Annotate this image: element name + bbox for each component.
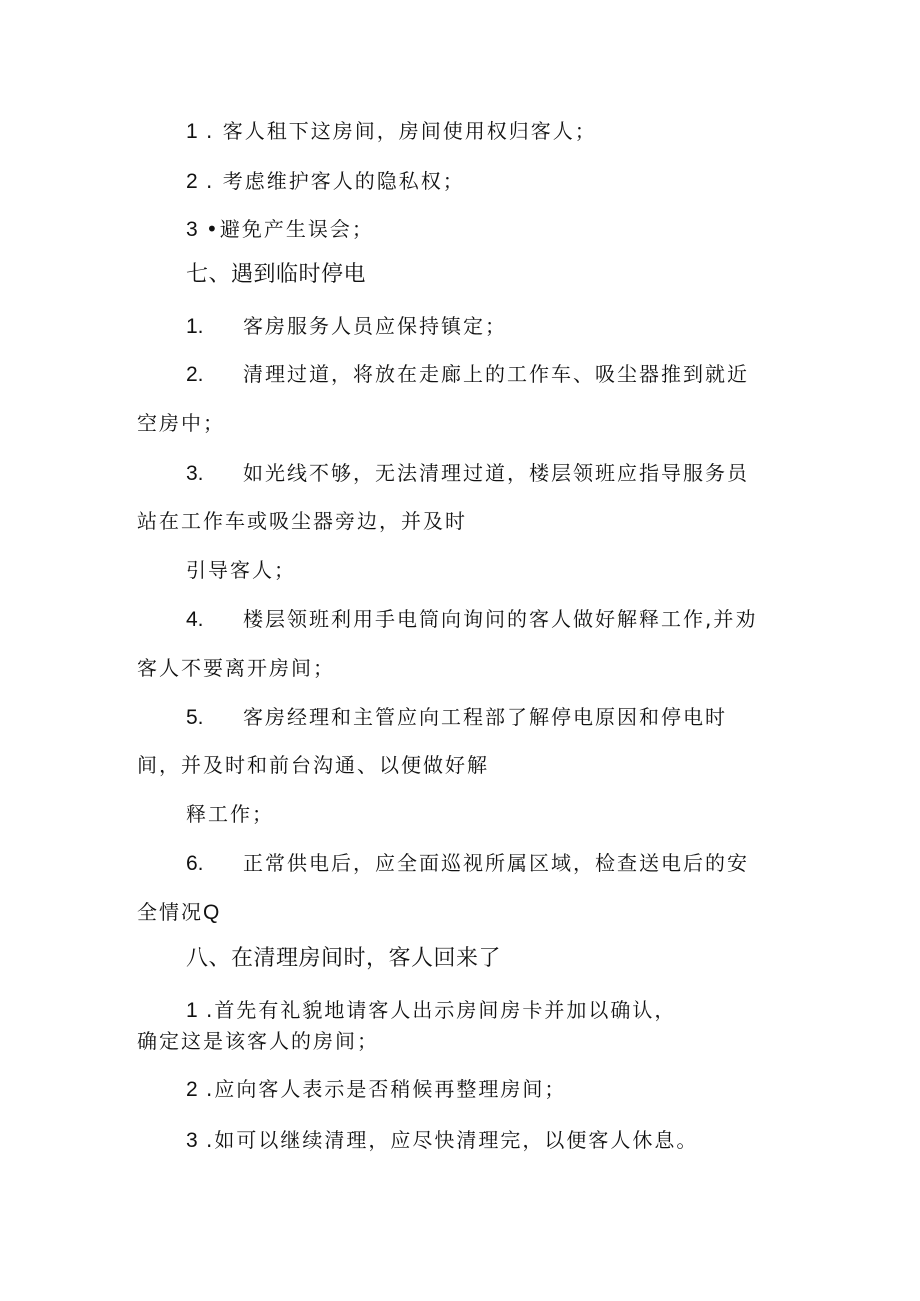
item-text: 释工作； [186,802,274,826]
item-text: 清理过道，将放在走廊上的工作车、吸尘器推到就近 [243,362,749,386]
list-item [186,851,204,876]
item-number: 3 [186,1129,198,1152]
item-number: 3. [186,462,204,485]
item-number: 3 [186,218,198,241]
list-item [186,705,204,730]
item-number: 5. [186,706,204,729]
item-text: 应向客人表示是否稍候再整理房间； [214,1077,567,1101]
item-text [137,900,219,925]
item-text: 客人不要离开房间； [137,656,335,680]
item-separator: . [197,1077,215,1101]
item-number: 6. [186,852,204,875]
item-number: 1 [186,999,198,1022]
item-text: 考虑维护客人的隐私权； [222,169,465,193]
list-item [186,217,374,242]
item-separator: • [197,217,220,241]
item-trailing-char: Q [203,901,220,924]
section-heading: 八、在清理房间时，客人回来了 [186,946,502,971]
item-text: 正常供电后，应全面巡视所属区域，检查送电后的安 [243,851,749,875]
list-item [186,119,597,144]
list-item [186,314,204,339]
item-separator: . [197,998,215,1022]
item-text: 客房服务人员应保持镇定； [243,314,507,338]
item-text: 客房经理和主管应向工程部了解停电原因和停电时 [243,705,727,729]
item-text: 确定这是该客人的房间； [137,1029,379,1053]
list-item [186,1128,698,1153]
item-text: 如光线不够，无法清理过道，楼层领班应指导服务员 [243,461,749,485]
item-text: 如可以继续清理，应尽快清理完，以便客人休息。 [214,1128,699,1152]
item-text: 引导客人； [186,558,296,582]
list-item [186,998,676,1023]
item-text: 楼层领班利用手电筒向询问的客人做好解释工作,并劝 [243,607,758,631]
item-number: 1. [186,315,204,338]
list-item [186,362,204,387]
item-text: 避免产生误会； [219,217,374,241]
list-item [186,607,204,632]
item-separator: . [197,119,215,143]
item-number: 1 [186,120,198,143]
list-item [186,169,465,194]
section-heading: 七、遇到临时停电 [186,262,367,287]
list-item [186,1077,566,1102]
item-text: 首先有礼貌地请客人出示房间房卡并加以确认， [214,998,677,1022]
item-number: 2. [186,363,204,386]
item-number: 2 [186,1078,198,1101]
item-separator: . [197,169,215,193]
item-text: 间，并及时和前台沟通、以便做好解 [137,753,489,777]
list-item [186,461,204,486]
item-number: 2 [186,170,198,193]
item-separator: . [197,1128,215,1152]
item-number: 4. [186,608,204,631]
item-text: 站在工作车或吸尘器旁边，并及时 [137,509,467,533]
item-text: 客人租下这房间，房间使用权归客人； [222,119,597,143]
item-text: 空房中； [137,411,225,435]
item-text-part: 全情况 [137,900,203,924]
